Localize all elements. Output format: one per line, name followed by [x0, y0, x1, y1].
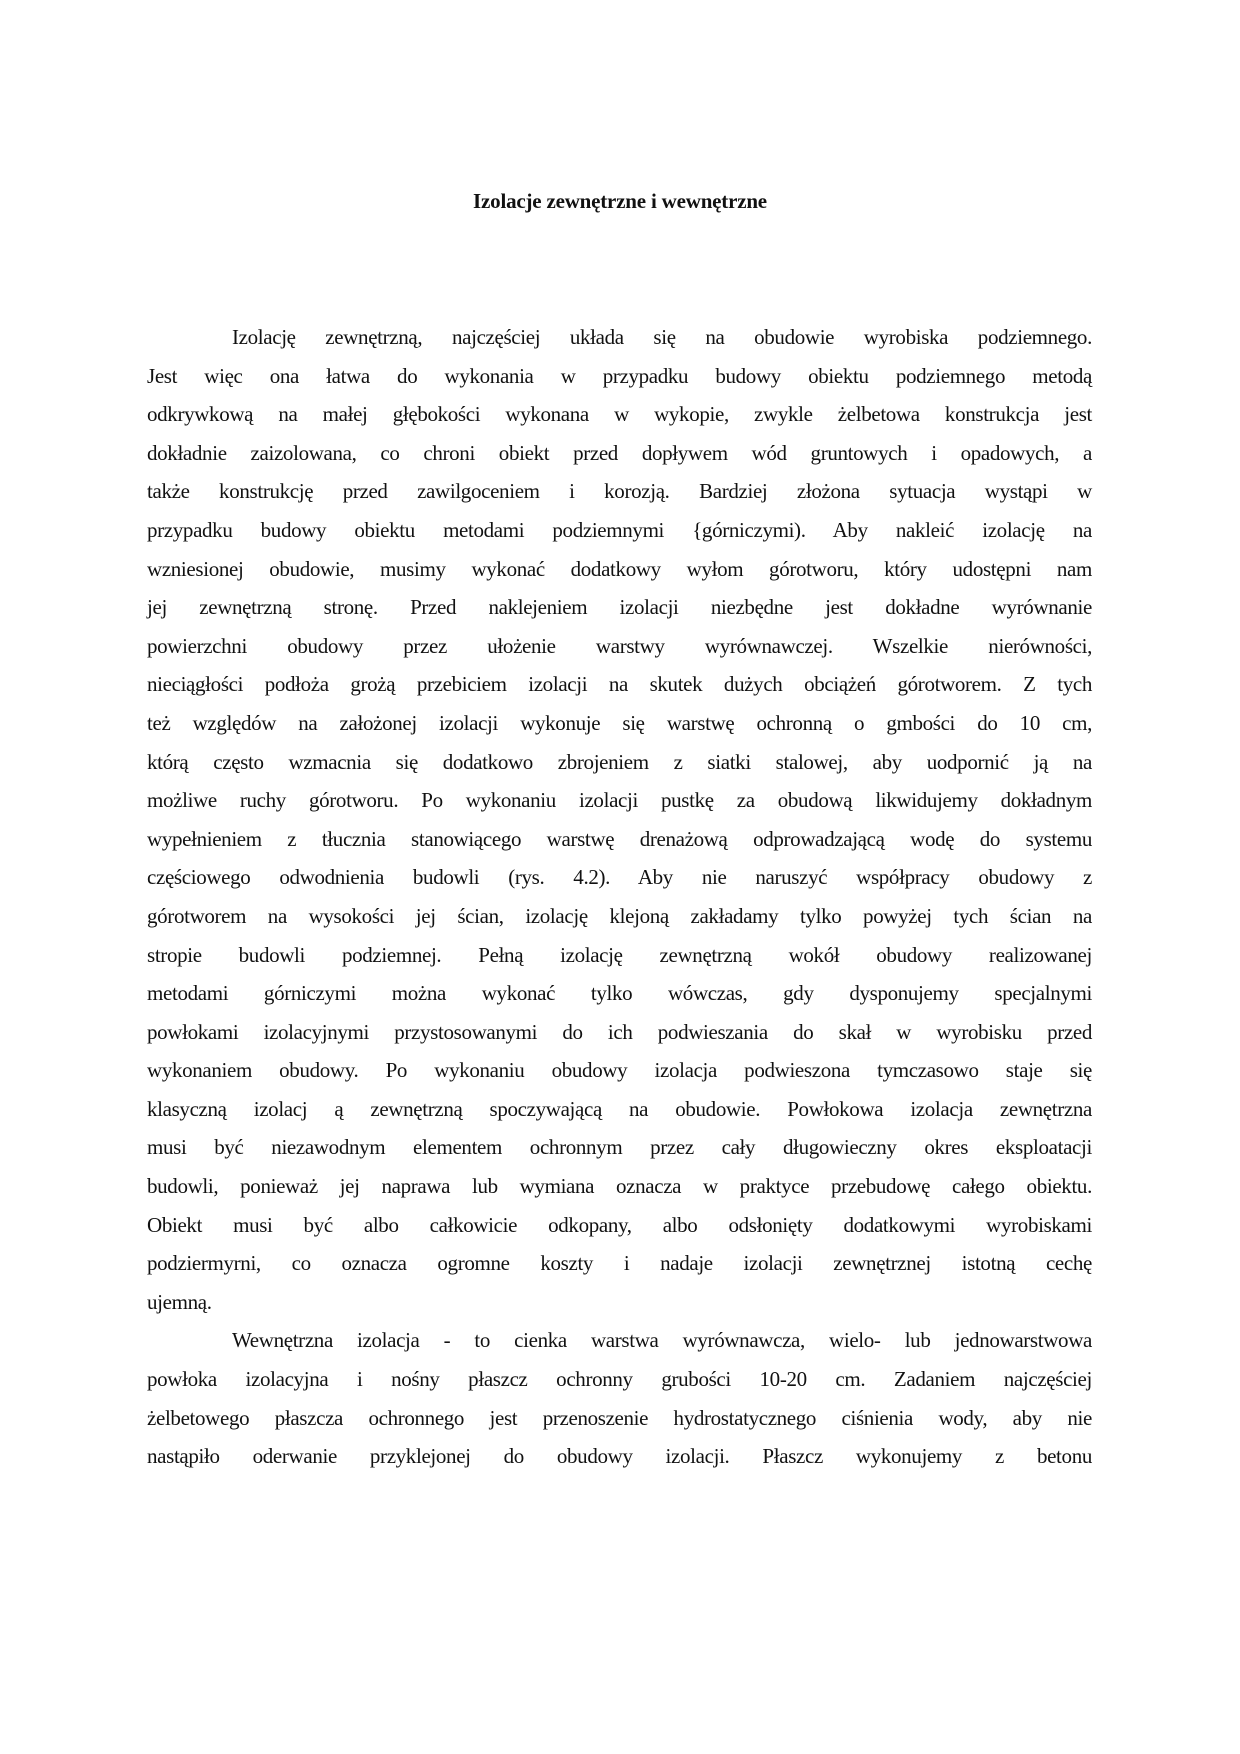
paragraph-internal-insulation	[147, 1321, 1092, 1475]
text-line: Obiekt musi być albo całkowicie odkopany, albo odsłonięty dodatkowymi wyrobiskami	[147, 1212, 1092, 1237]
text-line: Jest więc ona łatwa do wykonania w przypadku budowy obiektu podziemnego metodą	[147, 363, 1092, 388]
text-line: podziermyrni, co oznacza ogromne koszty i nadaje izolacji zewnętrznej istotną cechę	[147, 1251, 1092, 1276]
text-line: odkrywkową na małej głębokości wykonana w wykopie, zwykle żelbetowa konstrukcja jest	[147, 402, 1092, 427]
text-line: budowli, ponieważ jej naprawa lub wymiana oznacza w praktyce przebudowę całego obiektu.	[147, 1174, 1092, 1199]
text-line: metodami górniczymi można wykonać tylko wówczas, gdy dysponujemy specjalnymi	[147, 981, 1092, 1006]
text-line: którą często wzmacnia się dodatkowo zbrojeniem z siatki stalowej, aby uodpornić ją na	[147, 749, 1092, 774]
text-line: powłoka izolacyjna i nośny płaszcz ochronny grubości 10-20 cm. Zadaniem najczęściej	[147, 1367, 1092, 1392]
text-line: ujemną.	[147, 1289, 212, 1314]
text-line: częściowego odwodnienia budowli (rys. 4.2). Aby nie naruszyć współpracy obudowy z	[147, 865, 1092, 890]
text-line: też względów na założonej izolacji wykonuje się warstwę ochronną o gmbości do 10 cm,	[147, 710, 1092, 735]
text-line: wypełnieniem z tłucznia stanowiącego warstwę drenażową odprowadzającą wodę do systemu	[147, 826, 1092, 851]
text-line: powierzchni obudowy przez ułożenie warstwy wyrównawczej. Wszelkie nierówności,	[147, 633, 1092, 658]
text-line: nieciągłości podłoża grożą przebiciem izolacji na skutek dużych obciążeń górotworem. Z tych	[147, 672, 1092, 697]
text-line: nastąpiło oderwanie przyklejonej do obudowy izolacji. Płaszcz wykonujemy z betonu	[147, 1444, 1092, 1469]
document-body	[147, 318, 1092, 1476]
text-line: żelbetowego płaszcza ochronnego jest przenoszenie hydrostatycznego ciśnienia wody, aby nie	[147, 1405, 1092, 1430]
text-line: przypadku budowy obiektu metodami podziemnymi {górniczymi). Aby nakleić izolację na	[147, 517, 1092, 542]
text-line: wzniesionej obudowie, musimy wykonać dodatkowy wyłom górotworu, który udostępni nam	[147, 556, 1092, 581]
text-line: Izolację zewnętrzną, najczęściej układa się na obudowie wyrobiska podziemnego.	[232, 325, 1092, 349]
text-line: możliwe ruchy górotworu. Po wykonaniu izolacji pustkę za obudową likwidujemy dokładnym	[147, 788, 1092, 813]
document-title: Izolacje zewnętrzne i wewnętrzne	[473, 189, 767, 213]
text-line: także konstrukcję przed zawilgoceniem i korozją. Bardziej złożona sytuacja wystąpi w	[147, 479, 1092, 504]
text-line: Wewnętrzna izolacja - to cienka warstwa wyrównawcza, wielo- lub jednowarstwowa	[232, 1328, 1092, 1353]
text-line: powłokami izolacyjnymi przystosowanymi do ich podwieszania do skał w wyrobisku przed	[147, 1019, 1092, 1044]
text-line: jej zewnętrzną stronę. Przed naklejeniem izolacji niezbędne jest dokładne wyrównanie	[147, 595, 1092, 620]
text-line: stropie budowli podziemnej. Pełną izolację zewnętrzną wokół obudowy realizowanej	[147, 942, 1092, 967]
text-line: musi być niezawodnym elementem ochronnym przez cały długowieczny okres eksploatacji	[147, 1135, 1092, 1160]
text-line: wykonaniem obudowy. Po wykonaniu obudowy izolacja podwieszona tymczasowo staje się	[147, 1058, 1092, 1083]
text-line: klasyczną izolacj ą zewnętrzną spoczywającą na obudowie. Powłokowa izolacja zewnętrzna	[147, 1096, 1092, 1121]
text-line: dokładnie zaizolowana, co chroni obiekt przed dopływem wód gruntowych i opadowych, a	[147, 440, 1092, 465]
paragraph-external-insulation	[147, 318, 1092, 1321]
text-line: górotworem na wysokości jej ścian, izolację klejoną zakładamy tylko powyżej tych ścian na	[147, 903, 1092, 928]
